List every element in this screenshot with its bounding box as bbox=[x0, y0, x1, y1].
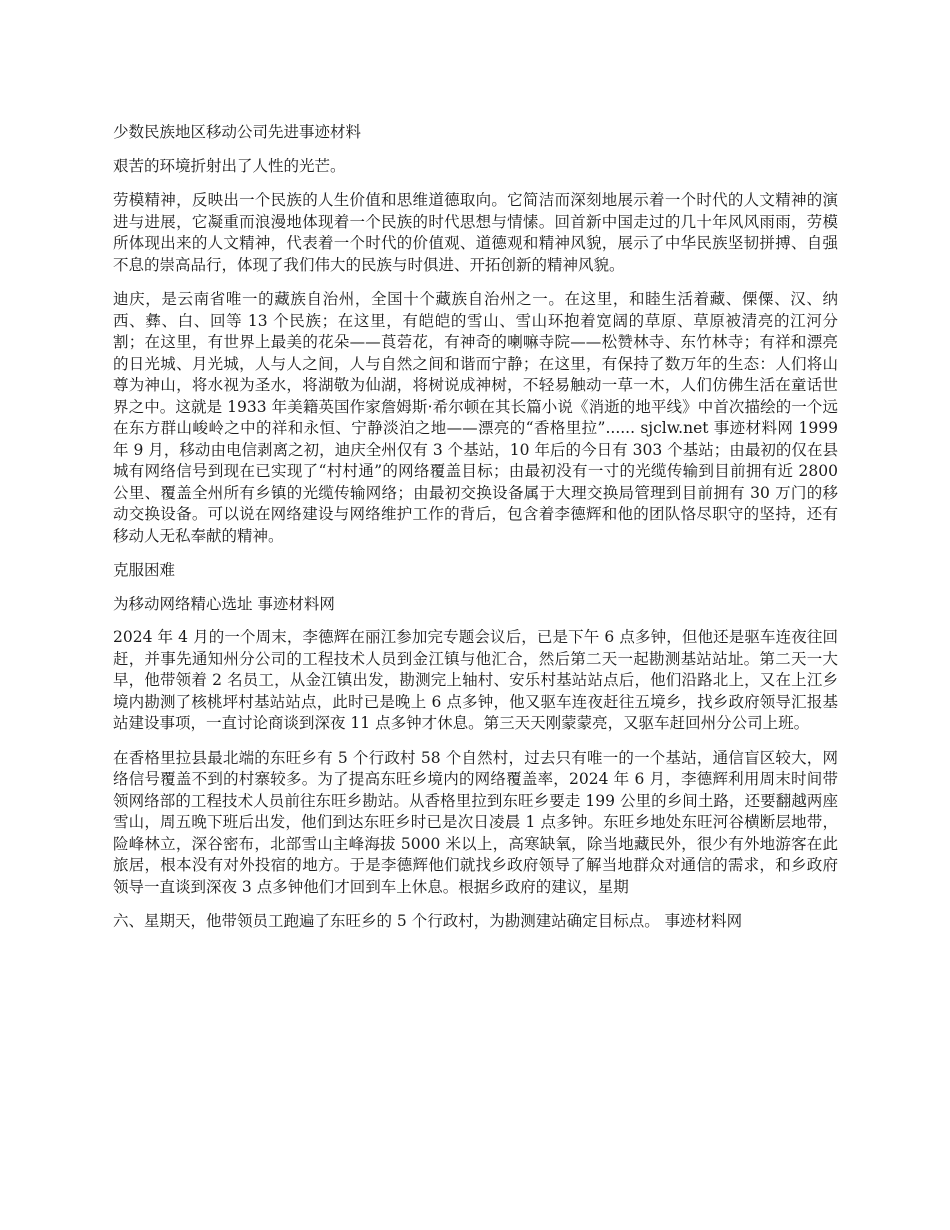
paragraph-model-spirit: 劳模精神，反映出一个民族的人生价值和思维道德取向。它简洁而深刻地展示着一个时代的人文精神的演进与进展，它凝重而浪漫地体现着一个民族的时代思想与情愫。回首新中国走过的几十年风风雨雨，劳模所体现出来的人文精神，代表着一个时代的价值观、道德观和精神风貌，展示了中华民族坚韧拼搏、自强不息的崇高品行，体现了我们伟大的民族与时俱进、开拓创新的精神风貌。 bbox=[113, 191, 838, 274]
paragraph-intro: 艰苦的环境折射出了人性的光芒。 bbox=[113, 156, 346, 175]
paragraph-april-trip: 2024 年 4 月的一个周末，李德辉在丽江参加完专题会议后，已是下午 6 点多钟，但他还是驱车连夜往回赶，并事先通知州分公司的工程技术人员到金江镇与他汇合，然后第二天一起勘测基站站址。第二天一大早，他带领着 2 名员工，从金江镇出发，勘测完上轴村、安乐村基站站点后，他们沿路北上，又在上江乡境内勘测了核桃坪村基站站点，此时已是晚上 6 点多钟，他又驱车连夜赶往五境乡，找乡政府领导汇报基站建设事项，一直讨论商谈到深夜 11 点多钟才休息。第三天天刚蒙蒙亮，又驱车赶回州分公司上班。 bbox=[113, 628, 838, 732]
paragraph-dongwang: 在香格里拉县最北端的东旺乡有 5 个行政村 58 个自然村，过去只有唯一的一个基站，通信盲区较大，网络信号覆盖不到的村寨较多。为了提高东旺乡境内的网络覆盖率，2024 年 6 月，李德辉利用周末时间带领网络部的工程技术人员前往东旺乡勘站。从香格里拉到东旺乡要走 199 公里的乡间土路，还要翻越两座雪山，周五晚下班后出发，他们到达东旺乡时已是次日凌晨 1 点多钟。东旺乡地处东旺河谷横断层地带，险峰林立，深谷密布，北部雪山主峰海拔 5000 米以上，高寒缺氧，除当地藏民外，很少有外地游客在此旅居，根本没有对外投宿的地方。于是李德辉他们就找乡政府领导了解当地群众对通信的需求，和乡政府领导一直谈到深夜 3 点多钟他们才回到车上休息。根据乡政府的建议，星期 bbox=[113, 748, 838, 896]
document-title: 少数民族地区移动公司先进事迹材料 bbox=[113, 123, 362, 141]
paragraph-diqing: 迪庆，是云南省唯一的藏族自治州，全国十个藏族自治州之一。在这里，和睦生活着藏、傈僳、汉、纳西、彝、白、回等 13 个民族；在这里，有皑皑的雪山、雪山环抱着宽阔的草原、草原被清亮的江河分割；在这里，有世界上最美的花朵——莨菪花，有神奇的喇嘛寺院——松赞林寺、东竹林寺；有祥和漂亮的日光城、月光城，人与人之间，人与自然之间和谐而宁静；在这里，有保持了数万年的生态：人们将山尊为神山，将水视为圣水，将湖敬为仙湖，将树说成神树，不轻易触动一草一木，人们仿佛生活在童话世界之中。这就是 1933 年美籍英国作家詹姆斯·希尔顿在其长篇小说《消逝的地平线》中首次描绘的一个远在东方群山峻岭之中的祥和永恒、宁静淡泊之地——漂亮的“香格里拉”...... sjclw.net 事迹材料网 1999 年 9 月，移动由电信剥离之初，迪庆全州仅有 3 个基站，10 年后的今日有 303 个基站；由最初的仅在县城有网络信号到现在已实现了“村村通”的网络覆盖目标；由最初没有一寸的光缆传输到目前拥有近 2800 公里、覆盖全州所有乡镇的光缆传输网络；由最初交换设备属于大理交换局管理到目前拥有 30 万门的移动交换设备。可以说在网络建设与网络维护工作的背后，包含着李德辉和他的团队恪尽职守的坚持，还有移动人无私奉献的精神。 bbox=[113, 290, 838, 545]
section-heading-overcome: 克服困难 bbox=[113, 561, 176, 579]
section-heading-site-selection: 为移动网络精心选址 事迹材料网 bbox=[113, 594, 335, 613]
document-page bbox=[113, 122, 838, 946]
paragraph-weekend: 六、星期天，他带领员工跑遍了东旺乡的 5 个行政村，为勘测建站确定目标点。 事迹材料网 bbox=[113, 912, 743, 930]
